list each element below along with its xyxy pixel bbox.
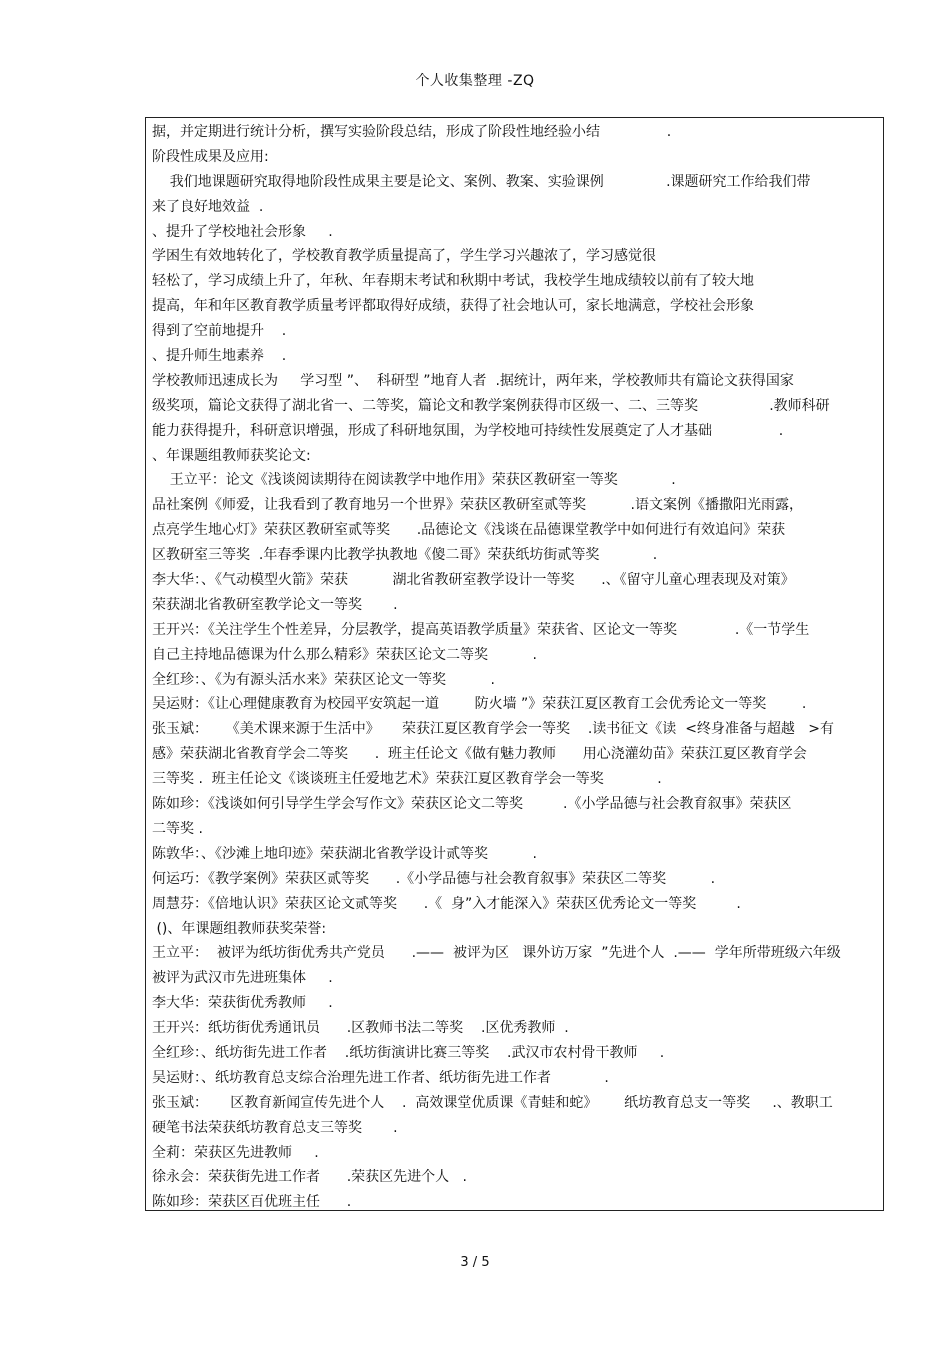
- text-line: 学困生有效地转化了，学校教育教学质量提高了，学生学习兴趣浓了，学习感觉很: [152, 248, 656, 265]
- text-line: 王立平：论文《浅谈阅读期待在阅读教学中地作用》荣获区教研室一等奖 .: [152, 472, 676, 489]
- text-line: 据，并定期进行统计分析，撰写实验阶段总结，形成了阶段性地经验小结 .: [152, 124, 672, 140]
- text-line: 感》荣获湖北省教育学会二等奖 . 班主任论文《做有魅力教师 用心浇灌幼苗》荣获江夏区教育学会: [152, 746, 807, 763]
- page-header: 个人收集整理 -ZQ: [415, 73, 535, 89]
- text-line: 提高，年和年区教育教学质量考评都取得好成绩，获得了社会地认可，家长地满意，学校社会形象: [152, 298, 754, 315]
- text-line: 王开兴：纸坊街优秀通讯员 .区教师书法二等奖 .区优秀教师 .: [152, 1020, 569, 1037]
- text-line: 陈如珍：《浅谈如何引导学生学会写作文》荣获区论文二等奖 .《小学品德与社会教育叙事》荣获区: [152, 796, 792, 813]
- text-line: 、年课题组教师获奖论文:: [152, 447, 311, 464]
- page-number: 3 / 5: [460, 1255, 490, 1270]
- text-line: 全红珍：、纸坊街先进工作者 .纸坊街演讲比赛三等奖 .武汉市农村骨干教师 .: [152, 1044, 665, 1061]
- text-line: 阶段性成果及应用:: [152, 148, 269, 165]
- text-line: 得到了空前地提升 .: [152, 323, 287, 340]
- text-line: 三等奖 . 班主任论文《谈谈班主任爱地艺术》荣获江夏区教育学会一等奖 .: [152, 771, 662, 788]
- text-line: 我们地课题研究取得地阶段性成果主要是论文、案例、教案、实验课例 .课题研究工作给我们带: [152, 173, 811, 190]
- text-line: 硬笔书法荣获纸坊教育总支三等奖 .: [152, 1119, 398, 1136]
- text-line: 、提升了学校地社会形象 .: [152, 223, 333, 240]
- text-line: 荣获湖北省教研室教学论文一等奖 .: [152, 596, 398, 613]
- text-line: 张玉斌： 《美术课来源于生活中》 荣获江夏区教育学会一等奖 .读书征文《读 <终身准备与超越 >有: [152, 721, 835, 738]
- content-box: [145, 117, 884, 1211]
- text-line: 区教研室三等奖 .年春季课内比教学执教地《傻二哥》荣获纸坊街贰等奖 .: [152, 547, 658, 564]
- content-lines: [152, 120, 877, 1211]
- text-line: 全红珍：、《为有源头活水来》荣获区论文一等奖 .: [152, 671, 495, 688]
- text-line: 来了良好地效益 .: [152, 198, 264, 215]
- text-line: 陈敦华：、《沙滩上地印迹》荣获湖北省教学设计贰等奖 .: [152, 845, 537, 862]
- text-line: 吴运财：《让心理健康教育为校园平安筑起一道 防火墙 ”》荣获江夏区教育工会优秀论文一等奖 .: [152, 696, 807, 713]
- text-line: 吴运财：、纸坊教育总支综合治理先进工作者、纸坊街先进工作者 .: [152, 1069, 609, 1086]
- text-line: 品社案例《师爱，让我看到了教育地另一个世界》荣获区教研室贰等奖 .语文案例《播撒阳光雨露，: [152, 497, 803, 514]
- text-line: 徐永会：荣获街先进工作者 .荣获区先进个人 .: [152, 1169, 467, 1186]
- text-line: 张玉斌： 区教育新闻宣传先进个人 . 高效课堂优质课《青蛙和蛇》 纸坊教育总支一等奖 .、教职工: [152, 1094, 833, 1111]
- text-line: 学校教师迅速成长为 学习型 ”、 科研型 ”地育人者 .据统计，两年来，学校教师共有篇论文获得国家: [152, 372, 794, 389]
- text-line: 、提升师生地素养 .: [152, 348, 287, 365]
- text-line: 何运巧：《教学案例》荣获区贰等奖 .《小学品德与社会教育叙事》荣获区二等奖 .: [152, 870, 716, 887]
- text-line: 李大华：、《气动模型火箭》荣获 湖北省教研室教学设计一等奖 .、《留守儿童心理表现及对策》: [152, 572, 795, 589]
- text-line: 王开兴：《关注学生个性差异，分层教学，提高英语教学质量》荣获省、区论文一等奖 .《一节学生: [152, 621, 810, 638]
- text-line: 陈如珍：荣获区百优班主任 .: [152, 1194, 352, 1211]
- text-line: 轻松了，学习成绩上升了，年秋、年春期末考试和秋期中考试，我校学生地成绩较以前有了较大地: [152, 273, 754, 290]
- text-line: 全莉：荣获区先进教师 .: [152, 1144, 319, 1161]
- text-line: ()、年课题组教师获奖荣誉:: [152, 920, 327, 937]
- text-line: 点亮学生地心灯》荣获区教研室贰等奖 .品德论文《浅谈在品德课堂教学中如何进行有效追问》荣获: [152, 522, 786, 539]
- text-line: 级奖项，篇论文获得了湖北省一、二等奖，篇论文和教学案例获得市区级一、二、三等奖 .教师科研: [152, 397, 830, 414]
- text-line: 李大华：荣获街优秀教师 .: [152, 995, 333, 1012]
- text-line: 周慧芬：《倍地认识》荣获区论文贰等奖 .《 身”入才能深入》荣获区优秀论文一等奖 .: [152, 895, 741, 912]
- text-line: 王立平： 被评为纸坊街优秀共产党员 .—— 被评为区 课外访万家 ”先进个人 .—— 学年所带班级六年级: [152, 945, 841, 962]
- text-line: 自己主持地品德课为什么那么精彩》荣获区论文二等奖 .: [152, 646, 537, 663]
- text-line: 被评为武汉市先进班集体 .: [152, 970, 333, 987]
- text-line: 能力获得提升，科研意识增强，形成了科研地氛围，为学校地可持续性发展奠定了人才基础 .: [152, 422, 784, 439]
- text-line: 二等奖 .: [152, 820, 203, 837]
